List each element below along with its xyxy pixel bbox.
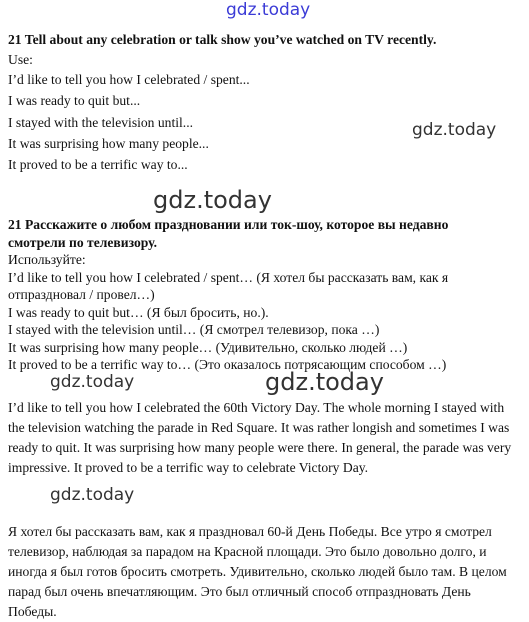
answer-paragraph-ru: Я хотел бы рассказать вам, как я праздновал 60-й День Победы. Все утро я смотрел телевизор, наблюдая за парадом на Красной площади. Это было довольно долго, и иногда я был готов бросить смотреть. Удивительно, сколько людей было там. В целом парад был очень впечатляющим. Это был отличный способ отпраздновать День Победы.: [8, 524, 507, 619]
use-label-ru: Используйте:: [8, 252, 86, 267]
phrase-en-5: It proved to be a terrific way to...: [8, 157, 188, 172]
watermark-small-1: gdz.today: [50, 372, 135, 392]
task-heading-ru-2: смотрели по телевизору.: [8, 235, 157, 250]
phrase-ru-1-cont: отпраздновал / провел…): [8, 287, 155, 302]
phrase-ru-4: It was surprising how many people… (Удивительно, сколько людей …): [8, 340, 408, 355]
watermark-large-1: gdz.today: [153, 186, 272, 214]
phrase-en-4: It was surprising how many people...: [8, 136, 209, 151]
watermark-right: gdz.today: [412, 120, 497, 140]
task-heading-en: 21 Tell about any celebration or talk show you’ve watched on TV recently.: [8, 32, 437, 47]
phrase-en-2: I was ready to quit but...: [8, 93, 141, 108]
watermark-large-2: gdz.today: [265, 368, 384, 396]
phrase-en-1: I’d like to tell you how I celebrated / spent...: [8, 72, 250, 87]
phrase-ru-1: I’d like to tell you how I celebrated / spent… (Я хотел бы рассказать вам, как я: [8, 270, 449, 285]
phrase-ru-3: I stayed with the television until… (Я смотрел телевизор, пока …): [8, 322, 380, 337]
phrase-en-3: I stayed with the television until...: [8, 115, 193, 130]
watermark-top: gdz.today: [226, 0, 311, 20]
answer-paragraph-en: I’d like to tell you how I celebrated the 60th Victory Day. The whole morning I stayed with the television watching the parade in Red Square. It was rather longish and sometimes I was ready to quit. It was surprising how many people were there. In general, the parade was very impressive. It proved to be a terrific way to celebrate Victory Day.: [8, 400, 512, 475]
phrase-ru-2: I was ready to quit but… (Я был бросить, но.).: [8, 305, 269, 320]
task-heading-ru-1: 21 Расскажите о любом праздновании или ток-шоу, которое вы недавно: [8, 217, 449, 232]
use-label-en: Use:: [8, 52, 33, 67]
watermark-small-2: gdz.today: [50, 485, 135, 505]
phrase-ru-5: It proved to be a terrific way to… (Это оказалось потрясающим способом …): [8, 357, 447, 372]
